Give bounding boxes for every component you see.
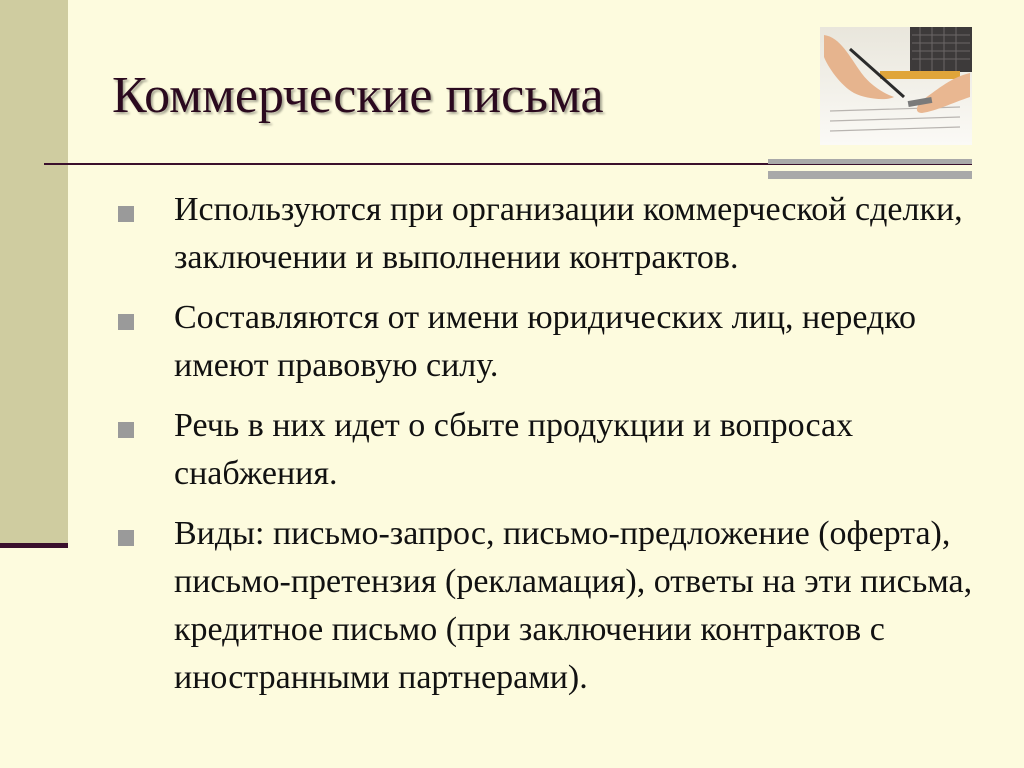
writing-hand-photo-icon <box>820 27 972 145</box>
bullet-text: Составляются от имени юридических лиц, нередко имеют правовую силу. <box>174 299 917 384</box>
slide-title: Коммерческие письма <box>112 67 604 124</box>
bullet-item <box>112 402 992 498</box>
bullet-item <box>112 186 992 282</box>
title-divider-accent <box>768 159 972 179</box>
bullet-text: Речь в них идет о сбыте продукции и вопросах снабжения. <box>174 407 854 492</box>
left-decorative-stripe <box>0 0 68 545</box>
bullet-list <box>112 186 992 714</box>
left-stripe-divider <box>0 543 68 548</box>
bullet-item <box>112 294 992 390</box>
square-bullet-icon <box>118 530 134 546</box>
square-bullet-icon <box>118 314 134 330</box>
bullet-text: Используются при организации коммерческой сделки, заключении и выполнении контрактов. <box>174 191 963 276</box>
square-bullet-icon <box>118 422 134 438</box>
square-bullet-icon <box>118 206 134 222</box>
bullet-item <box>112 510 992 702</box>
bullet-text: Виды: письмо-запрос, письмо-предложение (оферта), письмо-претензия (рекламация), ответы на эти письма, кредитное письмо (при заключении контрактов с иностранными партнерами). <box>174 515 973 696</box>
